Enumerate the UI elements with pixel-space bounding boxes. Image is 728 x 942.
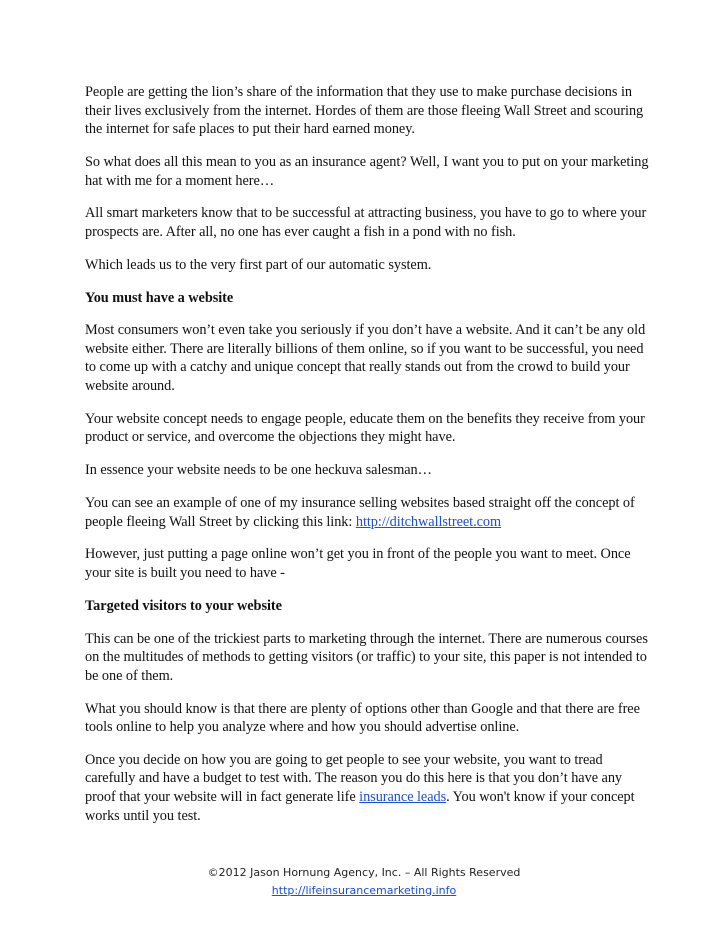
footer-copyright: ©2012 Jason Hornung Agency, Inc. – All Rights Reserved (207, 866, 521, 879)
paragraph-automatic-system: Which leads us to the very first part of our automatic system. (85, 256, 432, 273)
paragraph-lions-share: People are getting the lion’s share of the information that they use to make purchase decisions in their lives exclusively from the internet. Hordes of them are those fleeing Wall Street and scouring the internet for safe places to put their hard earned money. (85, 84, 644, 138)
heading-must-have-website: You must have a website (85, 289, 234, 306)
footer-website-link[interactable]: http://lifeinsurancemarketing.info (271, 883, 457, 897)
paragraph-example-text: You can see an example of one of my insurance selling websites based straight off the concept of people fleeing Wall Street by clicking this link: (85, 495, 635, 530)
paragraph-salesman: In essence your website needs to be one heckuva salesman… (85, 462, 432, 479)
paragraph-options-other-than-google: What you should know is that there are plenty of options other than Google and that there are free tools online to help you analyze where and how you should advertise online. (85, 700, 640, 736)
ditchwallstreet-link[interactable]: http://ditchwallstreet.com (355, 513, 502, 530)
paragraph-website-concept: Your website concept needs to engage people, educate them on the benefits they receive from your product or service, and overcome the objections they might have. (85, 410, 645, 446)
paragraph-budget-text-before: Once you decide on how you are going to get people to see your website, you want to tread carefully and have a budget to test with. The reason you do this here is that you don’t have any proof that your website will in fact generate life (85, 751, 623, 806)
insurance-leads-link[interactable]: insurance leads (359, 789, 447, 806)
paragraph-consumers: Most consumers won’t even take you seriously if you don’t have a website. And it can’t be any old website either. There are literally billions of them online, so if you want to be successful, you need to come up with a catchy and unique concept that really stands out from the crowd to build your website around. (85, 322, 646, 395)
paragraph-budget-text-after: . You won't know if your concept works until you test. (85, 789, 635, 824)
paragraph-insurance-agent: So what does all this mean to you as an insurance agent? Well, I want you to put on your marketing hat with me for a moment here… (85, 153, 649, 189)
paragraph-page-online: However, just putting a page online won’t get you in front of the people you want to meet. Once your site is built you need to have - (85, 546, 631, 581)
document-body (85, 83, 650, 839)
paragraph-example-website (85, 494, 650, 531)
paragraph-smart-marketers: All smart marketers know that to be successful at attracting business, you have to go to where your prospects are. After all, no one has ever caught a fish in a pond with no fish. (85, 205, 647, 240)
paragraph-trickiest-parts: This can be one of the trickiest parts to marketing through the internet. There are numerous courses on the multitudes of methods to getting visitors (or traffic) to your site, this paper is not intended to be one of them. (85, 630, 648, 684)
paragraph-budget-test (85, 751, 650, 825)
heading-targeted-visitors: Targeted visitors to your website (85, 597, 282, 614)
page-footer (0, 864, 728, 899)
